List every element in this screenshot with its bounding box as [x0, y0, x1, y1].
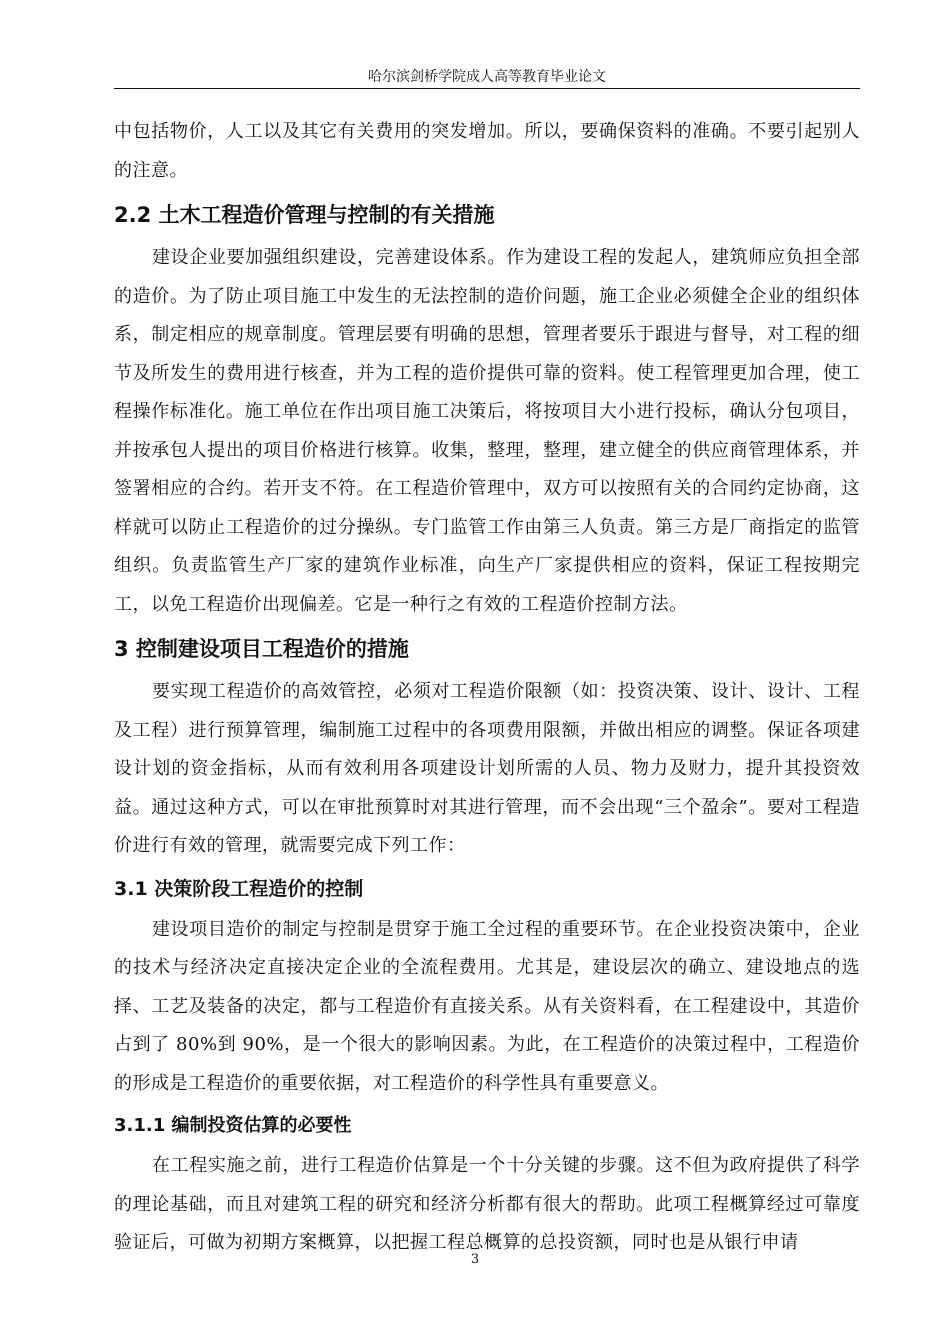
paragraph-continued: 中包括物价，人工以及其它有关费用的突发增加。所以，要确保资料的准确。不要引起别人的注意。 — [114, 121, 860, 181]
paragraph-measures: 建设企业要加强组织建设，完善建设体系。作为建设工程的发起人，建筑师应负担全部的造价。为了防止项目施工中发生的无法控制的造价问题，施工企业必须健全企业的组织体系，制定相应的规章制度。管理层要有明确的思想，管理者要乐于跟进与督导，对工程的细节及所发生的费用进行核查，并为工程的造价提供可靠的资料。使工程管理更加合理，使工程操作标准化。施工单位在作出项目施工决策后，将按项目大小进行投标，确认分包项目，并按承包人提出的项目价格进行核算。收集，整理，整理，建立健全的供应商管理体系，并签署相应的合约。若开支不符。在工程造价管理中，双方可以按照有关的合同约定协商，这样就可以防止工程造价的过分操纵。专门监管工作由第三人负责。第三方是厂商指定的监管组织。负责监管生产厂家的建筑作业标准，向生产厂家提供相应的资料，保证工程按期完工，以免工程造价出现偏差。它是一种行之有效的工程造价控制方法。 — [114, 247, 860, 615]
section-heading-3-1: 3.1 决策阶段工程造价的控制 — [114, 877, 364, 900]
document-body — [114, 113, 860, 1263]
section-heading-3-1-1: 3.1.1 编制投资估算的必要性 — [114, 1115, 352, 1136]
section-heading-2-2: 2.2 土木工程造价管理与控制的有关措施 — [114, 203, 495, 227]
paragraph-decision-stage: 建设项目造价的制定与控制是贯穿于施工全过程的重要环节。在企业投资决策中，企业的技术与经济决定直接决定企业的全流程费用。尤其是，建设层次的确立、建设地点的选择、工艺及装备的决定，都与工程造价有直接关系。从有关资料看，在工程建设中，其造价占到了 80%到 90%，是一个很大的影响因素。为此，在工程造价的决策过程中，工程造价的形成是工程造价的重要依据，对工程造价的科学性具有重要意义。 — [114, 918, 860, 1094]
paragraph-estimation: 在工程实施之前，进行工程造价估算是一个十分关键的步骤。这不但为政府提供了科学的理论基础，而且对建筑工程的研究和经济分析都有很大的帮助。此项工程概算经过可靠度验证后，可做为初期方案概算，以把握工程总概算的总投资额，同时也是从银行申请 — [114, 1155, 860, 1253]
paragraph-cost-control: 要实现工程造价的高效管控，必须对工程造价限额（如：投资决策、设计、设计、工程及工程）进行预算管理，编制施工过程中的各项费用限额，并做出相应的调整。保证各项建设计划的资金指标，从而有效利用各项建设计划所需的人员、物力及财力，提升其投资效益。通过这种方式，可以在审批预算时对其进行管理，而不会出现“三个盈余”。要对工程造价进行有效的管理，就需要完成下列工作： — [114, 681, 860, 856]
page-header: 哈尔滨剑桥学院成人高等教育毕业论文 — [114, 66, 860, 89]
page-number: 3 — [470, 1252, 480, 1267]
section-heading-3: 3 控制建设项目工程造价的措施 — [114, 637, 409, 661]
